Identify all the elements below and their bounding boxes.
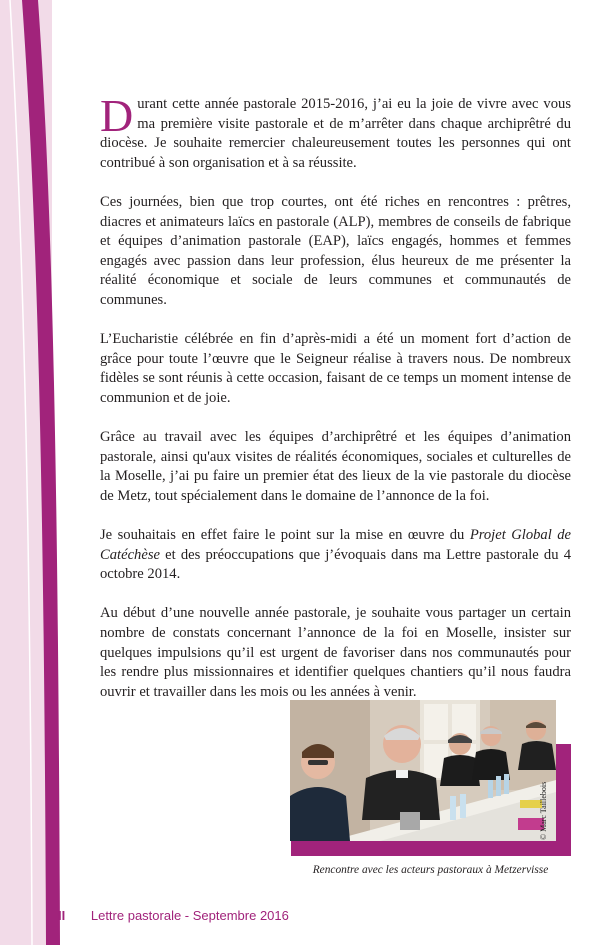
paragraph-3: L’Eucharistie célébrée en fin d’après-midi a été un moment fort d’action de grâce pour toute l’œuvre que le Seigneur réalise à travers nous. De nombreux fidèles se sont réunis à cette occasion, faisant de ce temps un moment intense de communion et de joie. bbox=[100, 331, 571, 406]
drop-cap: D bbox=[100, 90, 134, 141]
paragraph-5: Je souhaitais en effet faire le point sur la mise en œuvre du Projet Global de Catéchèse et des préoccupations que j’évoquais dans ma Lettre pastorale du 4 octobre 2014. bbox=[100, 527, 572, 583]
page-number: II bbox=[58, 908, 66, 923]
photo-credit: © Marc Taillebois bbox=[539, 781, 548, 840]
paragraph-1 bbox=[100, 90, 571, 173]
paragraph-2: Ces journées, bien que trop courtes, ont été riches en rencontres : prêtres, diacres et animateurs laïcs en pastorale (ALP), membres de conseils de fabrique et équipes d’animation pastorale (EAP), laïcs engagés, hommes et femmes engagés avec passion dans leur profession, élus heureux de me présenter la réalité économique et sociale de leurs communes et communautés de communes. bbox=[100, 193, 571, 308]
page-footer bbox=[58, 908, 289, 923]
meeting-photo bbox=[290, 700, 556, 841]
footer-title: Lettre pastorale - Septembre 2016 bbox=[90, 908, 289, 923]
paragraph-4: Grâce au travail avec les équipes d’archiprêtré et les équipes d’animation pastorale, ainsi qu'aux visites de réalités économiques, sociales et culturelles de la Moselle, j’ai pu faire un premier état des lieux de la vie pastorale du diocèse de Metz, tout spécialement dans le domaine de l’annonce de la foi. bbox=[100, 429, 571, 504]
magenta-stripe-graphic bbox=[0, 0, 70, 945]
letter-body bbox=[100, 90, 572, 722]
side-decoration bbox=[0, 0, 52, 945]
meeting-photo-illustration bbox=[290, 700, 556, 841]
paragraph-6: Au début d’une nouvelle année pastorale, je souhaite vous partager un certain nombre de constats concernant l’annonce de la foi en Moselle, insister sur quelques impulsions qu’il est urgent de favoriser dans nos communautés pour les rendre plus missionnaires et identifier quelques chantiers qu’il nous faudra ouvrir et travailler dans les mois ou les années à venir. bbox=[100, 605, 571, 700]
photo-caption: Rencontre avec les acteurs pastoraux à Metzervisse bbox=[312, 864, 549, 876]
project-title: Projet Global de Catéchèse bbox=[100, 527, 572, 563]
paragraph-1-text: urant cette année pastorale 2015-2016, j’ai eu la joie de vivre avec vous ma première visite pastorale et de m’arrêter dans chaque archiprêtré du diocèse. Je souhaite remercier chaleureusement toutes les personnes qui ont contribué à son organisation et à sa réussite. bbox=[100, 96, 571, 171]
